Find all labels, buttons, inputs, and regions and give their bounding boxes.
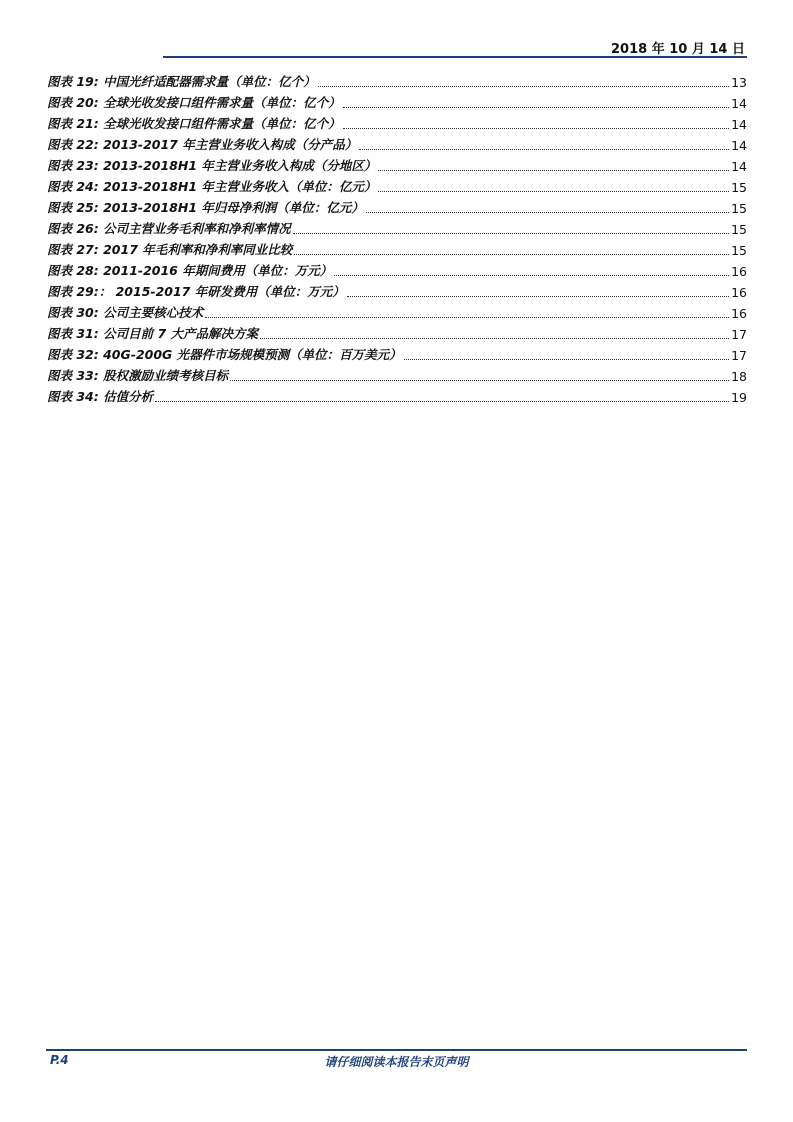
dot-leader xyxy=(359,149,729,150)
toc-entry-title: 公司主要核心技术 xyxy=(103,305,204,320)
toc-entry-title: 2013-2018H1 年主营业务收入构成（分地区） xyxy=(103,158,377,173)
toc-entry-number: 图表 23: xyxy=(47,158,99,173)
figure-list xyxy=(47,69,747,405)
toc-entry[interactable] xyxy=(47,237,747,258)
dot-leader xyxy=(404,359,729,360)
toc-entry[interactable] xyxy=(47,363,747,384)
toc-entry-number: 图表 27: xyxy=(47,242,99,257)
toc-entry-title: 公司主营业务毛利率和净利率情况 xyxy=(103,221,291,236)
header-divider xyxy=(163,56,747,58)
dot-leader xyxy=(155,401,729,402)
dot-leader xyxy=(318,86,729,87)
toc-entry-title: 公司目前 7 大产品解决方案 xyxy=(103,326,259,341)
toc-entry-number: 图表 28: xyxy=(47,263,99,278)
toc-entry-page: 14 xyxy=(731,159,747,174)
toc-entry-title: 2017 年毛利率和净利率同业比较 xyxy=(103,242,293,257)
toc-entry-title: 2013-2018H1 年主营业务收入（单位：亿元） xyxy=(103,179,377,194)
toc-entry-number: 图表 19: xyxy=(47,74,99,89)
toc-entry-title: 全球光收发接口组件需求量（单位：亿个） xyxy=(103,116,341,131)
toc-entry[interactable] xyxy=(47,258,747,279)
toc-entry-number: 图表 22: xyxy=(47,137,99,152)
toc-entry-title: 40G-200G 光器件市场规模预测（单位：百万美元） xyxy=(103,347,402,362)
toc-entry-page: 17 xyxy=(731,327,747,342)
dot-leader xyxy=(260,338,729,339)
toc-entry-page: 15 xyxy=(731,180,747,195)
dot-leader xyxy=(205,317,729,318)
toc-entry[interactable] xyxy=(47,384,747,405)
footer-divider xyxy=(46,1049,747,1051)
dot-leader xyxy=(378,191,729,192)
toc-entry-number: 图表 34: xyxy=(47,389,99,404)
toc-entry-number: 图表 33: xyxy=(47,368,99,383)
dot-leader xyxy=(230,380,729,381)
toc-entry[interactable] xyxy=(47,342,747,363)
toc-entry[interactable] xyxy=(47,153,747,174)
toc-entry-title: 2013-2017 年主营业务收入构成（分产品） xyxy=(103,137,358,152)
dot-leader xyxy=(366,212,729,213)
dot-leader xyxy=(294,254,729,255)
disclaimer-notice: 请仔细阅读本报告末页声明 xyxy=(324,1055,469,1069)
toc-entry-page: 15 xyxy=(731,243,747,258)
toc-entry[interactable] xyxy=(47,90,747,111)
toc-entry-title: 估值分析 xyxy=(103,389,154,404)
toc-entry-page: 16 xyxy=(731,285,747,300)
dot-leader xyxy=(347,296,729,297)
toc-entry[interactable] xyxy=(47,195,747,216)
toc-entry-page: 17 xyxy=(731,348,747,363)
toc-entry-title: 全球光收发接口组件需求量（单位：亿个） xyxy=(103,95,341,110)
toc-entry-number: 图表 30: xyxy=(47,305,99,320)
page-number: P.4 xyxy=(50,1053,69,1067)
toc-entry[interactable] xyxy=(47,321,747,342)
report-date: 2018 年 10 月 14 日 xyxy=(611,42,745,57)
toc-entry-title: 2013-2018H1 年归母净利润（单位：亿元） xyxy=(103,200,364,215)
toc-entry-page: 14 xyxy=(731,117,747,132)
toc-entry-number: 图表 21: xyxy=(47,116,99,131)
toc-entry-number: 图表 31: xyxy=(47,326,99,341)
toc-entry-title: 2015-2017 年研发费用（单位：万元） xyxy=(115,284,345,299)
toc-entry-page: 14 xyxy=(731,138,747,153)
dot-leader xyxy=(343,107,729,108)
toc-entry-page: 13 xyxy=(731,75,747,90)
toc-entry[interactable] xyxy=(47,300,747,321)
toc-entry-number: 图表 25: xyxy=(47,200,99,215)
toc-entry-number: 图表 32: xyxy=(47,347,99,362)
dot-leader xyxy=(293,233,729,234)
toc-entry-number: 图表 20: xyxy=(47,95,99,110)
toc-entry-page: 14 xyxy=(731,96,747,111)
toc-entry-number: 图表 24: xyxy=(47,179,99,194)
toc-entry-page: 16 xyxy=(731,306,747,321)
dot-leader xyxy=(378,170,729,171)
toc-entry[interactable] xyxy=(47,216,747,237)
toc-entry[interactable] xyxy=(47,111,747,132)
toc-entry-page: 18 xyxy=(731,369,747,384)
toc-entry[interactable] xyxy=(47,279,747,300)
toc-entry-page: 19 xyxy=(731,390,747,405)
toc-entry[interactable] xyxy=(47,174,747,195)
toc-entry-page: 15 xyxy=(731,201,747,216)
dot-leader xyxy=(334,275,729,276)
toc-entry-title: 2011-2016 年期间费用（单位：万元） xyxy=(103,263,333,278)
toc-entry[interactable] xyxy=(47,69,747,90)
toc-entry-page: 15 xyxy=(731,222,747,237)
toc-entry-number: 图表 26: xyxy=(47,221,99,236)
toc-entry-title: 股权激励业绩考核目标 xyxy=(103,368,229,383)
toc-entry[interactable] xyxy=(47,132,747,153)
toc-entry-page: 16 xyxy=(731,264,747,279)
toc-entry-number: 图表 29:： xyxy=(47,284,112,299)
toc-entry-title: 中国光纤适配器需求量（单位：亿个） xyxy=(103,74,316,89)
dot-leader xyxy=(343,128,729,129)
